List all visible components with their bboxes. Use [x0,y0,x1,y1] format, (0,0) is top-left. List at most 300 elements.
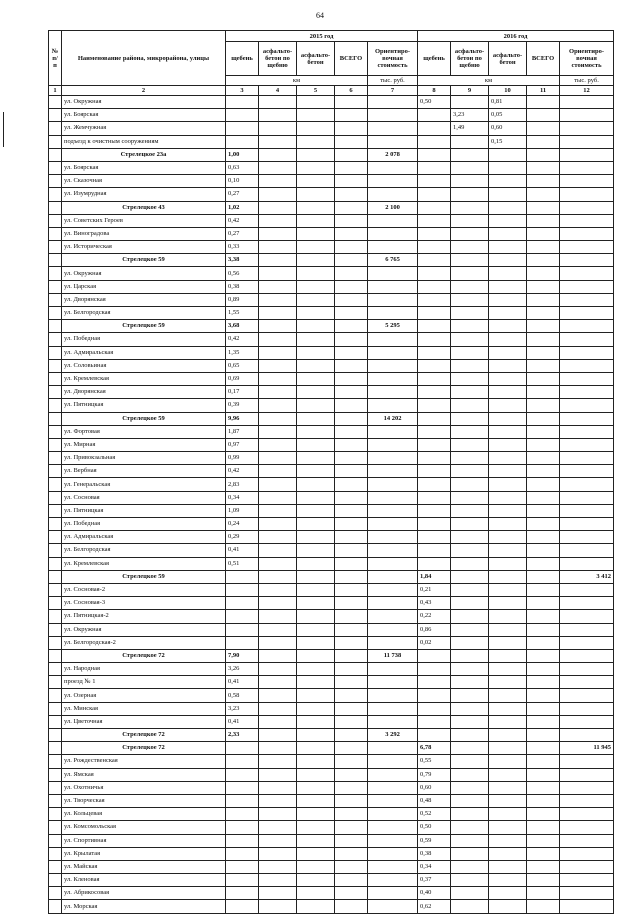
value-cell [368,715,418,728]
value-cell [259,597,297,610]
value-cell [259,161,297,174]
value-cell [259,900,297,913]
row-number-cell [49,874,62,887]
table-row [49,386,614,399]
value-cell [451,887,489,900]
value-cell [489,702,527,715]
value-cell [335,491,368,504]
value-cell [368,808,418,821]
value-cell [335,623,368,636]
value-cell [451,900,489,913]
row-number-cell [49,412,62,425]
value-cell [368,188,418,201]
value-cell [527,715,560,728]
street-name-cell: ул. Кремлевская [62,557,226,570]
value-cell [368,109,418,122]
value-cell: 2 078 [368,148,418,161]
row-number-cell [49,478,62,491]
value-cell [368,887,418,900]
street-name-cell: ул. Окружная [62,96,226,109]
value-cell [335,293,368,306]
value-cell [226,109,259,122]
header-name: Наименование района, микрорайона, улицы [62,31,226,86]
value-cell [560,148,614,161]
value-cell [489,452,527,465]
table-row [49,636,614,649]
value-cell [451,161,489,174]
street-name-cell: ул. Творческая [62,794,226,807]
value-cell [335,254,368,267]
value-cell [368,96,418,109]
value-cell [368,570,418,583]
value-cell [335,557,368,570]
value-cell [489,781,527,794]
value-cell [451,214,489,227]
value-cell [297,148,335,161]
value-cell: 3 292 [368,729,418,742]
value-cell [451,755,489,768]
value-cell: 0,42 [226,465,259,478]
value-cell [259,254,297,267]
value-cell [560,900,614,913]
value-cell [560,689,614,702]
value-cell [489,293,527,306]
value-cell [489,346,527,359]
value-cell [418,531,451,544]
value-cell [259,887,297,900]
value-cell [560,702,614,715]
value-cell [560,518,614,531]
value-cell [368,557,418,570]
value-cell [560,425,614,438]
value-cell [418,412,451,425]
value-cell [297,610,335,623]
table-body [49,96,614,914]
row-number-cell [49,438,62,451]
value-cell [368,676,418,689]
value-cell [259,636,297,649]
value-cell [560,438,614,451]
street-name-cell: ул. Ямская [62,768,226,781]
value-cell: 0,34 [418,860,451,873]
value-cell: 3,23 [451,109,489,122]
value-cell [451,201,489,214]
street-name-cell: ул. Боярская [62,161,226,174]
value-cell [368,280,418,293]
value-cell [226,874,259,887]
row-number-cell [49,729,62,742]
value-cell [297,333,335,346]
value-cell [418,715,451,728]
row-number-cell [49,109,62,122]
group-name-cell: Стрелецкое 72 [62,742,226,755]
street-name-cell: ул. Комсомольская [62,821,226,834]
value-cell [418,201,451,214]
value-cell [335,715,368,728]
value-cell [297,438,335,451]
value-cell [418,161,451,174]
value-cell [335,478,368,491]
value-cell [297,729,335,742]
row-number-cell [49,557,62,570]
value-cell [368,175,418,188]
value-cell [335,96,368,109]
header-2016-asphalt-gravel: асфальто-бетон по щебню [451,42,489,76]
value-cell [259,412,297,425]
value-cell [368,478,418,491]
value-cell: 0,79 [418,768,451,781]
value-cell [451,267,489,280]
value-cell [451,438,489,451]
value-cell [489,399,527,412]
value-cell [335,386,368,399]
value-cell [368,689,418,702]
value-cell [451,583,489,596]
table-row [49,781,614,794]
value-cell [560,293,614,306]
table-row [49,887,614,900]
value-cell [259,359,297,372]
column-numbers-row [49,86,614,96]
value-cell [297,399,335,412]
row-number-cell [49,794,62,807]
value-cell [451,610,489,623]
value-cell: 0,58 [226,689,259,702]
value-cell [259,742,297,755]
value-cell [335,874,368,887]
value-cell [297,755,335,768]
street-name-cell: ул. Пятницкая-2 [62,610,226,623]
value-cell [560,847,614,860]
value-cell [560,372,614,385]
value-cell [259,768,297,781]
value-cell [259,794,297,807]
value-cell [259,214,297,227]
value-cell: 14 202 [368,412,418,425]
value-cell [335,860,368,873]
value-cell [259,122,297,135]
value-cell: 0,59 [418,834,451,847]
value-cell: 0,55 [418,755,451,768]
column-number: 12 [560,86,614,96]
value-cell: 1,84 [418,570,451,583]
value-cell [335,755,368,768]
value-cell [259,201,297,214]
value-cell [259,860,297,873]
value-cell [451,293,489,306]
value-cell [226,610,259,623]
value-cell [489,808,527,821]
value-cell [259,649,297,662]
value-cell: 0,27 [226,227,259,240]
value-cell [527,781,560,794]
value-cell [368,241,418,254]
value-cell [451,491,489,504]
value-cell [297,821,335,834]
value-cell [560,122,614,135]
value-cell [560,663,614,676]
value-cell [489,161,527,174]
value-cell [451,372,489,385]
value-cell [226,781,259,794]
value-cell [560,808,614,821]
row-number-cell [49,188,62,201]
row-number-cell [49,900,62,913]
value-cell [297,109,335,122]
value-cell [451,729,489,742]
value-cell [489,372,527,385]
value-cell [451,412,489,425]
value-cell [259,689,297,702]
value-cell [489,557,527,570]
value-cell [259,781,297,794]
row-number-cell [49,808,62,821]
value-cell [489,597,527,610]
header-2016-cost: Ориентиро-вочная стоимость [560,42,614,76]
value-cell: 0,42 [226,333,259,346]
row-number-cell [49,227,62,240]
value-cell [368,491,418,504]
value-cell [560,254,614,267]
value-cell [418,280,451,293]
value-cell: 0,40 [418,887,451,900]
value-cell [259,333,297,346]
value-cell [297,557,335,570]
street-name-cell: ул. Кольцевая [62,808,226,821]
value-cell [418,452,451,465]
value-cell: 0,50 [418,96,451,109]
value-cell [560,227,614,240]
value-cell [489,531,527,544]
row-number-cell [49,531,62,544]
value-cell [560,307,614,320]
table-row [49,346,614,359]
value-cell [259,544,297,557]
table-row [49,702,614,715]
value-cell [259,531,297,544]
value-cell [418,135,451,148]
value-cell [489,241,527,254]
street-name-cell: ул. Мирная [62,438,226,451]
value-cell [527,900,560,913]
value-cell [297,860,335,873]
value-cell [418,346,451,359]
value-cell [297,583,335,596]
value-cell [489,386,527,399]
value-cell [489,412,527,425]
group-row [49,649,614,662]
street-name-cell: ул. Дворянская [62,293,226,306]
value-cell [527,175,560,188]
value-cell [368,544,418,557]
value-cell: 0,39 [226,399,259,412]
value-cell: 0,29 [226,531,259,544]
value-cell [451,135,489,148]
row-number-cell [49,742,62,755]
value-cell [335,372,368,385]
value-cell [560,544,614,557]
value-cell [451,478,489,491]
value-cell [451,702,489,715]
street-name-cell: ул. Кремлевская [62,372,226,385]
value-cell [527,320,560,333]
column-number: 2 [62,86,226,96]
value-cell [226,122,259,135]
street-name-cell: ул. Озерная [62,689,226,702]
column-number: 5 [297,86,335,96]
value-cell [368,847,418,860]
value-cell [259,583,297,596]
value-cell [451,544,489,557]
value-cell [489,715,527,728]
header-2016-total: ВСЕГО [527,42,560,76]
value-cell [527,808,560,821]
value-cell [560,768,614,781]
street-name-cell: ул. Цветочная [62,715,226,728]
value-cell [297,544,335,557]
value-cell [451,597,489,610]
value-cell [560,755,614,768]
value-cell: 3 412 [560,570,614,583]
value-cell [527,834,560,847]
row-number-cell [49,689,62,702]
value-cell: 0,17 [226,386,259,399]
value-cell [560,452,614,465]
value-cell [259,610,297,623]
value-cell [489,821,527,834]
value-cell [527,135,560,148]
value-cell [560,96,614,109]
value-cell: 0,42 [226,214,259,227]
value-cell [527,372,560,385]
value-cell [418,227,451,240]
value-cell [335,887,368,900]
value-cell [259,821,297,834]
value-cell [368,794,418,807]
value-cell [259,280,297,293]
street-name-cell: ул. Морская [62,900,226,913]
value-cell [489,834,527,847]
value-cell [259,518,297,531]
street-name-cell: ул. Победная [62,333,226,346]
row-number-cell [49,597,62,610]
value-cell [451,333,489,346]
value-cell [335,307,368,320]
value-cell [297,465,335,478]
group-name-cell: Стрелецкое 72 [62,649,226,662]
value-cell: 0,21 [418,583,451,596]
table-row [49,518,614,531]
table-row [49,452,614,465]
value-cell [335,742,368,755]
value-cell [297,768,335,781]
value-cell [368,399,418,412]
value-cell [368,874,418,887]
table-row [49,715,614,728]
value-cell [259,320,297,333]
row-number-cell [49,491,62,504]
header-year-2016: 2016 год [418,31,614,42]
row-number-cell [49,359,62,372]
value-cell [560,188,614,201]
row-number-cell [49,372,62,385]
value-cell: 0,63 [226,161,259,174]
value-cell [489,425,527,438]
value-cell: 0,41 [226,544,259,557]
value-cell [335,412,368,425]
row-number-cell [49,821,62,834]
value-cell [527,452,560,465]
value-cell [368,386,418,399]
value-cell [527,676,560,689]
value-cell [368,504,418,517]
row-number-cell [49,847,62,860]
column-number: 4 [259,86,297,96]
value-cell [297,122,335,135]
table-row [49,425,614,438]
group-name-cell: Стрелецкое 72 [62,729,226,742]
value-cell [451,860,489,873]
value-cell [451,821,489,834]
value-cell: 0,69 [226,372,259,385]
row-number-cell [49,135,62,148]
value-cell: 0,34 [226,491,259,504]
column-number: 6 [335,86,368,96]
value-cell [226,135,259,148]
value-cell [489,267,527,280]
header-year-2015: 2015 год [226,31,418,42]
street-name-cell: ул. Адмиральская [62,531,226,544]
value-cell [418,491,451,504]
header-2015-gravel: щебень [226,42,259,76]
value-cell [259,452,297,465]
value-cell [451,531,489,544]
value-cell: 0,99 [226,452,259,465]
value-cell [489,544,527,557]
value-cell [560,280,614,293]
value-cell [259,148,297,161]
table-row [49,531,614,544]
value-cell: 2 100 [368,201,418,214]
value-cell: 3,26 [226,663,259,676]
value-cell [418,399,451,412]
header-unit-rub-2016: тыс. руб. [560,76,614,86]
value-cell [297,267,335,280]
value-cell: 0,43 [418,597,451,610]
value-cell [560,135,614,148]
value-cell [259,834,297,847]
value-cell [489,280,527,293]
row-number-cell [49,320,62,333]
value-cell [418,214,451,227]
table-row [49,214,614,227]
value-cell [335,768,368,781]
value-cell: 5 295 [368,320,418,333]
value-cell [259,491,297,504]
value-cell [560,412,614,425]
value-cell [489,663,527,676]
value-cell [489,254,527,267]
value-cell: 0,10 [226,175,259,188]
value-cell [527,768,560,781]
value-cell [226,768,259,781]
value-cell [527,531,560,544]
value-cell [527,478,560,491]
table-row [49,96,614,109]
table-row [49,557,614,570]
value-cell [259,109,297,122]
table-row [49,227,614,240]
